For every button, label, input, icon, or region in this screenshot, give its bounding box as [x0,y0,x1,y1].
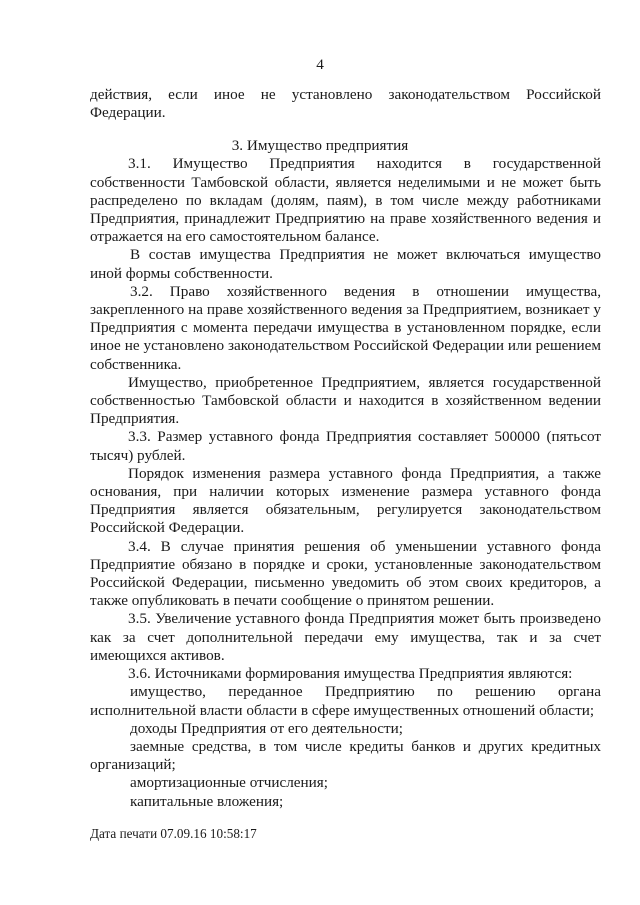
list-item: доходы Предприятия от его деятельности; [130,719,404,737]
section-heading: 3. Имущество предприятия [231,137,409,154]
document-body [90,86,601,811]
paragraph-3-3-b: Порядок изменения размера уставного фонда Предприятия, а также основания, при наличии которых изменение размера уставного фонда Предприятия является обязательным, регулируется законодательством Российской Федерации. [90,464,601,537]
intro-paragraph: действия, если иное не установлено законодательством Российской Федерации. [90,86,601,122]
paragraph-3-1-b: В состав имущества Предприятия не может включаться имущество иной формы собственности. [90,246,601,282]
list-item: капитальные вложения; [130,792,284,810]
paragraph-3-6: 3.6. Источниками формирования имущества Предприятия являются: [128,665,573,683]
page-number: 4 [316,56,324,73]
list-item: заемные средства, в том числе кредиты банков и других кредитных организаций; [90,737,601,774]
paragraph-3-5: 3.5. Увеличение уставного фонда Предприятия может быть произведено как за счет дополнительной передачи ему имущества, так и за счет имеющихся активов. [90,610,601,664]
paragraph-3-1: 3.1. Имущество Предприятия находится в государственной собственности Тамбовской области, является неделимыми и не может быть распределено по вкладам (долям, паям), в том числе между работниками Предприятия, принадлежит Предприятию на праве хозяйственного ведения и отражается на его самостоятельном балансе. [90,155,601,246]
paragraph-3-4: 3.4. В случае принятия решения об уменьшении уставного фонда Предприятие обязано в порядке и сроки, установленные законодательством Российской Федерации, письменно уведомить об этом своих кредиторов, а также опубликовать в печати сообщение о принятом решении. [90,537,601,610]
list-item: имущество, переданное Предприятию по решению органа исполнительной власти области в сфере имущественных отношений области; [90,683,601,719]
list-item: амортизационные отчисления; [130,774,329,792]
print-date: Дата печати 07.09.16 10:58:17 [90,826,257,841]
paragraph-3-2: 3.2. Право хозяйственного ведения в отношении имущества, закрепленного на праве хозяйственного ведения за Предприятием, возникает у Предприятия с момента передачи имущества в установленном порядке, если иное не установлено законодательством Российской Федерации или решением собственника. [90,282,601,373]
paragraph-3-3: 3.3. Размер уставного фонда Предприятия составляет 500000 (пятьсот тысяч) рублей. [90,428,601,464]
paragraph-3-2-b: Имущество, приобретенное Предприятием, является государственной собственностью Тамбовской области и находится в хозяйственном ведении Предприятия. [90,373,601,428]
